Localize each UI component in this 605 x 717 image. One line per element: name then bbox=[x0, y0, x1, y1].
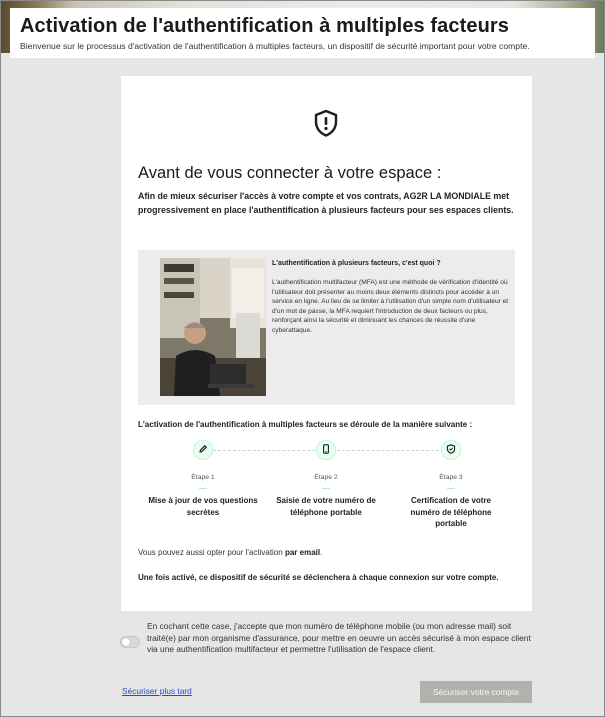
email-option-prefix: Vous pouvez aussi opter pour l'activation bbox=[138, 548, 285, 557]
consent-toggle[interactable] bbox=[120, 636, 140, 648]
activation-note: Une fois activé, ce dispositif de sécurité se déclenchera à chaque connexion sur votre compte. bbox=[138, 573, 499, 582]
step-1-description: Mise à jour de vos questions secrètes bbox=[148, 496, 258, 517]
secure-account-button[interactable]: Sécuriser votre compte bbox=[420, 681, 532, 703]
toggle-knob bbox=[122, 638, 130, 646]
info-title: L'authentification à plusieurs facteurs, c'est quoi ? bbox=[272, 260, 441, 267]
email-option-text bbox=[138, 548, 322, 557]
step-1-circle bbox=[193, 440, 213, 460]
step-2-divider bbox=[322, 488, 330, 489]
step-2-circle bbox=[316, 440, 336, 460]
step-3-circle bbox=[441, 440, 461, 460]
steps-title: L'activation de l'authentification à multiples facteurs se déroule de la manière suivante : bbox=[138, 420, 473, 429]
step-1-label: Étape 1 bbox=[191, 474, 215, 481]
card-heading: Avant de vous connecter à votre espace : bbox=[138, 164, 442, 182]
man-with-laptop-photo bbox=[160, 258, 266, 396]
mfa-info-box bbox=[138, 250, 515, 405]
intro-text: Afin de mieux sécuriser l'accès à votre compte et vos contrats, AG2R LA MONDIALE met progressivement en place l'authentification à plusieurs facteurs pour ses espaces clients. bbox=[138, 191, 514, 215]
step-2-label: Étape 2 bbox=[314, 474, 338, 481]
shield-alert-icon bbox=[311, 108, 341, 138]
step-1-divider bbox=[199, 488, 207, 489]
step-3-label: Étape 3 bbox=[439, 474, 463, 481]
phone-icon bbox=[321, 441, 331, 459]
email-option-suffix: . bbox=[320, 548, 323, 557]
shield-check-icon bbox=[446, 441, 456, 459]
step-2-description: Saisie de votre numéro de téléphone portable bbox=[276, 496, 376, 517]
page-header bbox=[10, 8, 595, 58]
step-3-divider bbox=[447, 488, 455, 489]
step-3-description: Certification de votre numéro de téléphone portable bbox=[410, 496, 492, 528]
info-text: L'authentification multifacteur (MFA) est une méthode de vérification d'identité où l'utilisateur doit présenter au moins deux éléments distincts pour accéder à un service en ligne. Au lieu de se limiter à l'utilisation d'un simple nom d'utilisateur et d'un mot de passe, la MFA requiert l'introduction de deux facteurs ou plus, renforçant ainsi la sécurité et diminuant les chances de réussite d'une cyberattaque. bbox=[272, 279, 509, 334]
email-option-link[interactable]: par email bbox=[284, 548, 321, 557]
page-subtitle: Bienvenue sur le processus d'activation de l'authentification à multiples facteurs, un dispositif de sécurité important pour votre compte. bbox=[20, 41, 530, 51]
secure-later-link[interactable]: Sécuriser plus tard bbox=[122, 686, 192, 696]
consent-text: En cochant cette case, j'accepte que mon numéro de téléphone mobile (ou mon adresse mail) soit traité(e) par mon organisme d'assurance, pour mettre en oeuvre un accès sécurisé à mon espace client via une authentification multifacteur et permettre l'utilisation de l'espace client. bbox=[147, 621, 531, 655]
page-title: Activation de l'authentification à multiples facteurs bbox=[20, 15, 510, 37]
mfa-card bbox=[121, 76, 532, 611]
pencil-icon bbox=[198, 441, 208, 459]
